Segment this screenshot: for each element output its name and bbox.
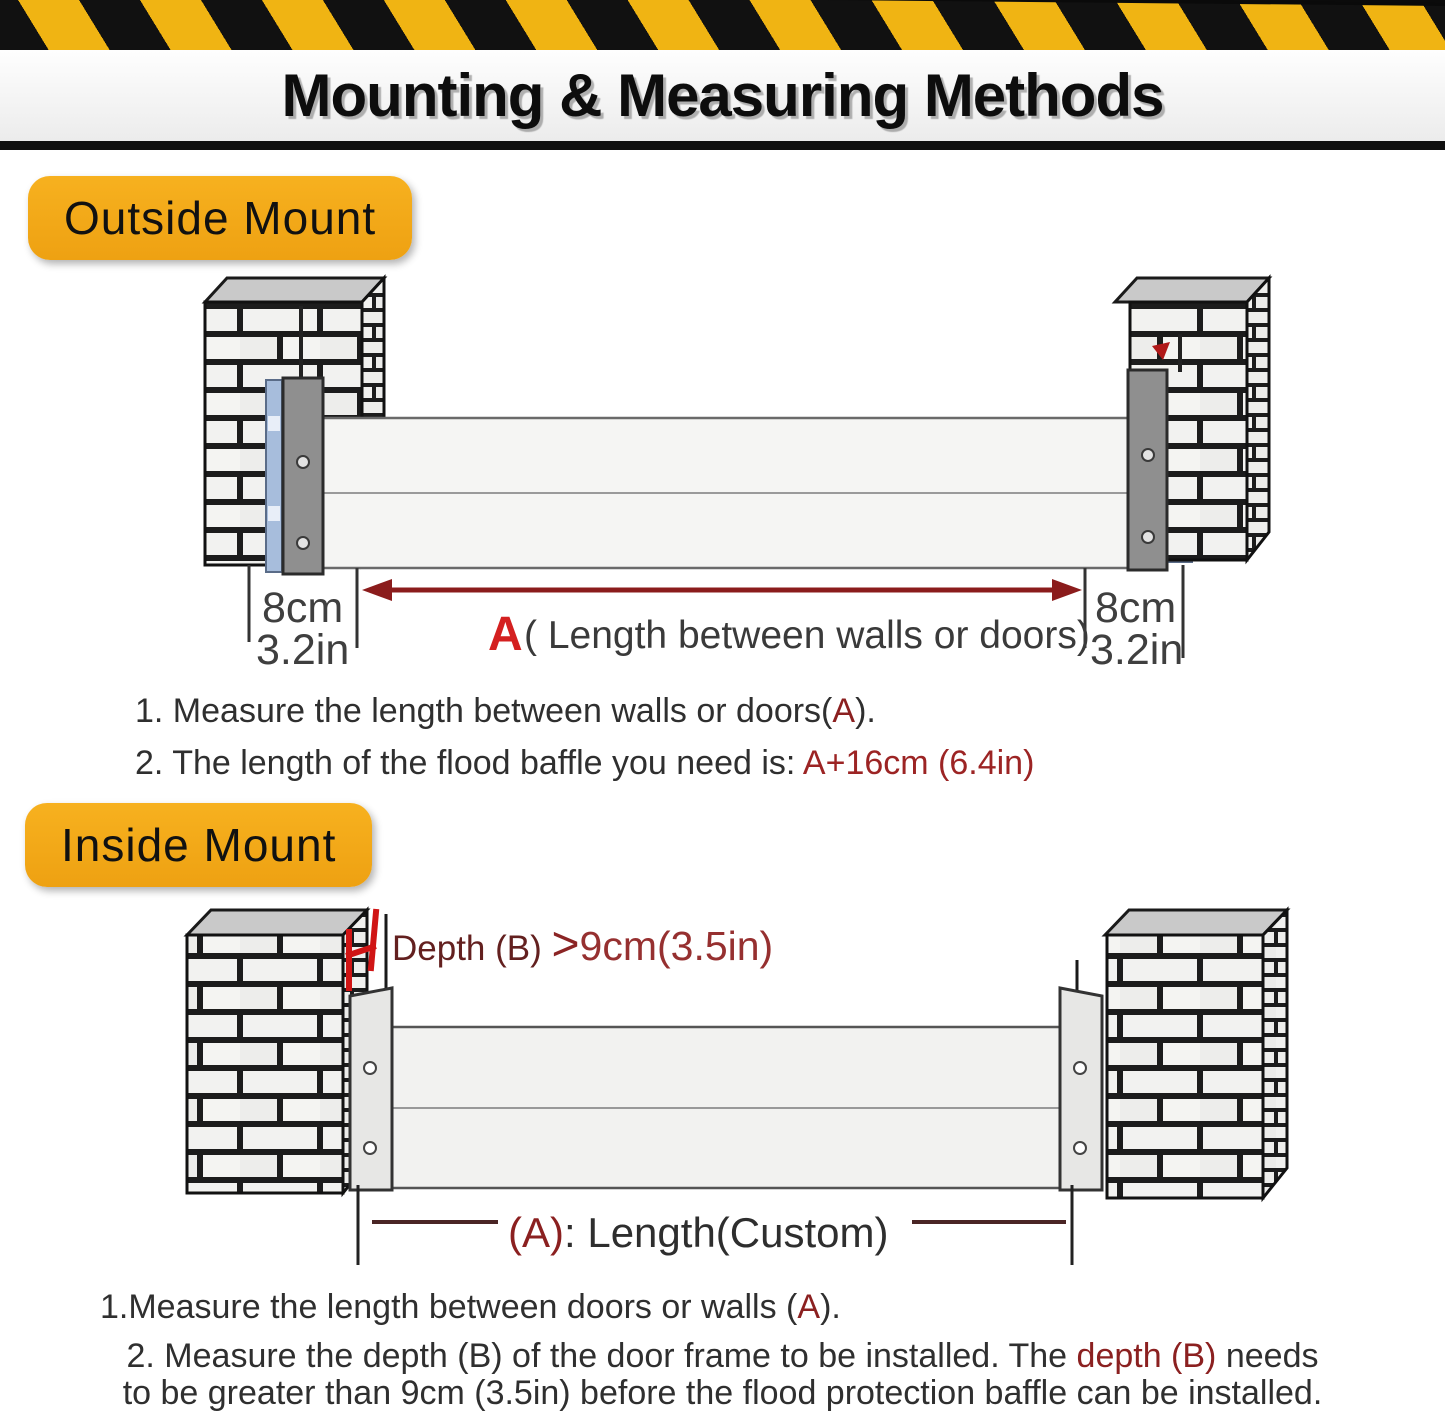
left-pillar-top	[205, 278, 384, 302]
length-label: (A): Length(Custom)	[508, 1209, 889, 1256]
outside-mount-badge	[28, 176, 412, 260]
label-A: A	[488, 608, 523, 661]
right-pillar-side	[1247, 278, 1269, 560]
dimension-length-A	[358, 1185, 1072, 1265]
right-pillar-front	[1107, 935, 1263, 1198]
left-seal-strip	[266, 380, 282, 572]
left-pillar-front	[187, 935, 343, 1193]
outside-step-2: 2. The length of the flood baffle you need is: A+16cm (6.4in)	[135, 744, 1035, 782]
inside-step-2-line-1: 2. Measure the depth (B) of the door frame to be installed. The depth (B) needs	[126, 1337, 1319, 1375]
inside-mount-step-1: 1.Measure the length between doors or walls (A).	[100, 1288, 841, 1326]
left-pillar	[187, 910, 367, 1193]
dimension-right	[1085, 565, 1183, 674]
inside-mount-badge-label: Inside Mount	[61, 819, 337, 871]
depth-label: Depth (B) >9cm(3.5in)	[392, 918, 774, 971]
flood-barrier	[392, 1027, 1062, 1188]
right-pillar-top	[1115, 278, 1269, 302]
inside-mount-badge	[25, 803, 372, 887]
outside-step-1: 1. Measure the length between walls or doors(A).	[135, 692, 876, 730]
page-title: Mounting & Measuring Methods	[281, 62, 1164, 129]
inside-step-2-line-2: to be greater than 9cm (3.5in) before the flood protection baffle can be installed.	[122, 1374, 1323, 1412]
flood-barrier	[322, 418, 1136, 568]
left-pillar-top	[187, 910, 367, 935]
screw-hole	[297, 456, 309, 468]
right-mount-bracket	[1128, 370, 1167, 570]
right-pillar	[1105, 910, 1287, 1198]
screw-hole	[1074, 1142, 1086, 1154]
outside-mount-steps	[135, 692, 1034, 796]
label-A-description: ( Length between walls or doors)	[524, 614, 1090, 657]
screw-hole	[364, 1062, 376, 1074]
dim-left-cm: 8cm	[262, 584, 344, 632]
dim-right-cm: 8cm	[1095, 584, 1177, 632]
right-pillar-side	[1263, 910, 1287, 1198]
right-mount-plate	[1060, 988, 1102, 1190]
right-pillar-top	[1105, 910, 1287, 935]
arrowhead-left	[362, 579, 392, 601]
screw-hole	[297, 537, 309, 549]
title-bar	[0, 50, 1445, 141]
screw-hole	[1142, 531, 1154, 543]
screw-hole	[364, 1142, 376, 1154]
dimension-arrow-A	[362, 579, 1082, 601]
left-mount-bracket	[283, 378, 323, 574]
dimension-left	[249, 565, 357, 674]
screw-hole	[1074, 1062, 1086, 1074]
outside-mount-diagram	[0, 250, 1445, 690]
dim-left-in: 3.2in	[256, 626, 350, 674]
title-divider	[0, 141, 1445, 150]
inside-mount-diagram	[0, 900, 1445, 1272]
dim-right-in: 3.2in	[1090, 626, 1184, 674]
inside-mount-step-2	[0, 1338, 1445, 1412]
left-mount-plate	[350, 988, 392, 1190]
screw-hole	[1142, 449, 1154, 461]
outside-mount-badge-label: Outside Mount	[64, 192, 377, 244]
arrowhead-right	[1052, 579, 1082, 601]
